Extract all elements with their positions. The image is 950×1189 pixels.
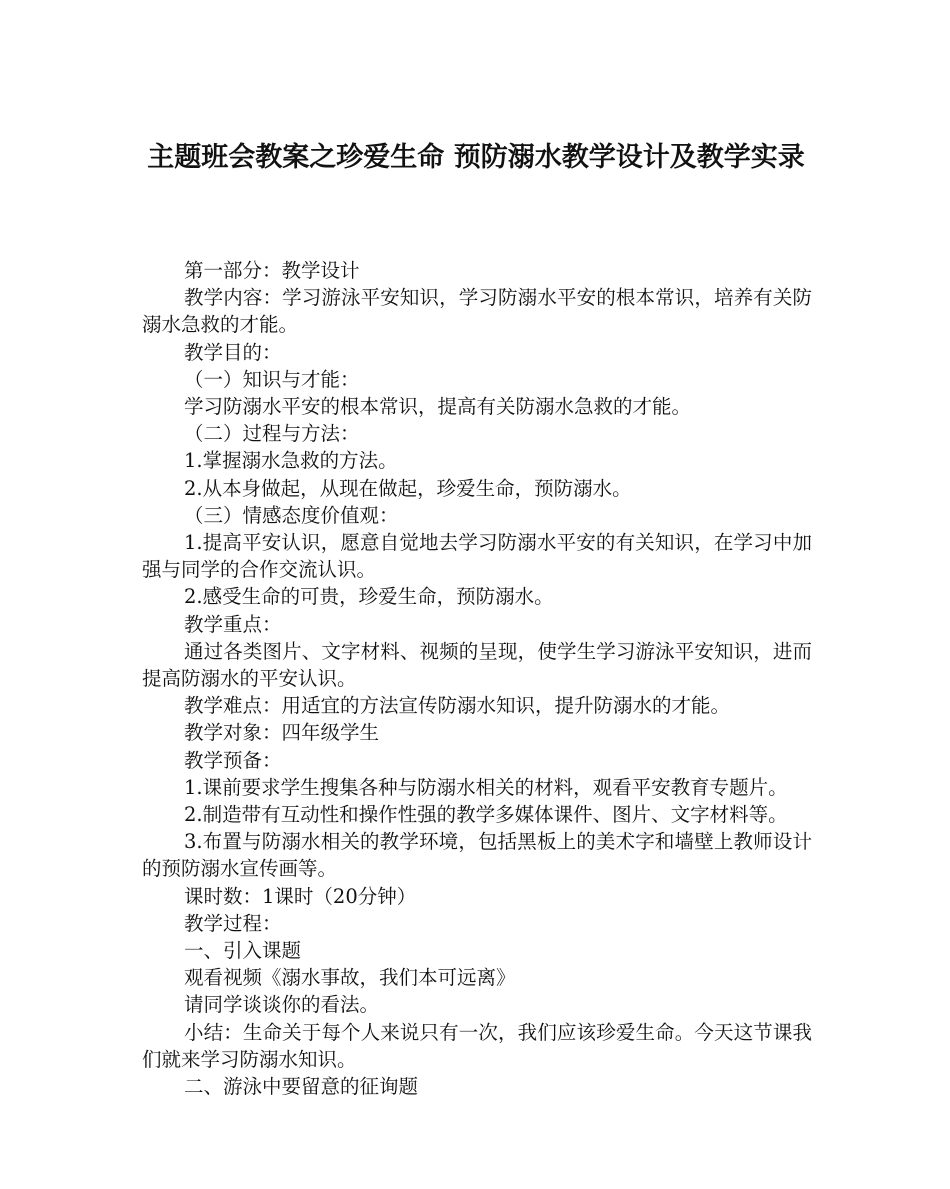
paragraph-19: 3.布置与防溺水相关的教学环境，包括黑板上的美术字和墙壁上教师设计的预防溺水宣传画等。 <box>142 830 812 881</box>
paragraph-7: 1.掌握溺水急救的方法。 <box>184 449 398 473</box>
paragraph-4: （一）知识与才能： <box>184 367 360 391</box>
paragraph-14: 教学难点：用适宜的方法宣传防溺水知识，提升防溺水的才能。 <box>184 694 731 718</box>
paragraph-6: （二）过程与方法： <box>184 422 360 446</box>
document-title: 主题班会教案之珍爱生命 预防溺水教学设计及教学实录 <box>147 142 805 173</box>
paragraph-8: 2.从本身做起，从现在做起，珍爱生命，预防溺水。 <box>184 476 632 500</box>
paragraph-26: 二、游泳中要留意的征询题 <box>184 1075 419 1099</box>
paragraph-20: 课时数：1课时（20分钟） <box>184 884 417 908</box>
paragraph-3: 教学目的： <box>184 340 282 364</box>
paragraph-16: 教学预备： <box>184 748 282 772</box>
paragraph-17: 1.课前要求学生搜集各种与防溺水相关的材料，观看平安教育专题片。 <box>184 775 788 799</box>
paragraph-2: 教学内容：学习游泳平安知识，学习防溺水平安的根本常识，培养有关防溺水急救的才能。 <box>142 286 812 337</box>
paragraph-23: 观看视频《溺水事故，我们本可远离》 <box>184 966 516 990</box>
paragraph-24: 请同学谈谈你的看法。 <box>184 993 380 1017</box>
paragraph-13: 通过各类图片、文字材料、视频的呈现，使学生学习游泳平安知识，进而提高防溺水的平安认识。 <box>142 639 812 691</box>
paragraph-10: 1.提高平安认识，愿意自觉地去学习防溺水平安的有关知识，在学习中加强与同学的合作交流认识。 <box>142 531 812 582</box>
paragraph-22: 一、引入课题 <box>184 939 302 963</box>
paragraph-25: 小结：生命关于每个人来说只有一次，我们应该珍爱生命。今天这节课我们就来学习防溺水知识。 <box>142 1020 812 1071</box>
paragraph-18: 2.制造带有互动性和操作性强的教学多媒体课件、图片、文字材料等。 <box>184 803 788 827</box>
paragraph-15: 教学对象：四年级学生 <box>184 721 380 745</box>
paragraph-12: 教学重点： <box>184 612 282 636</box>
paragraph-1: 第一部分：教学设计 <box>184 259 360 282</box>
paragraph-11: 2.感受生命的可贵，珍爱生命，预防溺水。 <box>184 585 554 609</box>
paragraph-9: （三）情感态度价值观： <box>184 503 399 527</box>
paragraph-21: 教学过程： <box>184 911 282 935</box>
document-body <box>142 257 812 1100</box>
paragraph-5: 学习防溺水平安的根本常识，提高有关防溺水急救的才能。 <box>184 395 692 419</box>
